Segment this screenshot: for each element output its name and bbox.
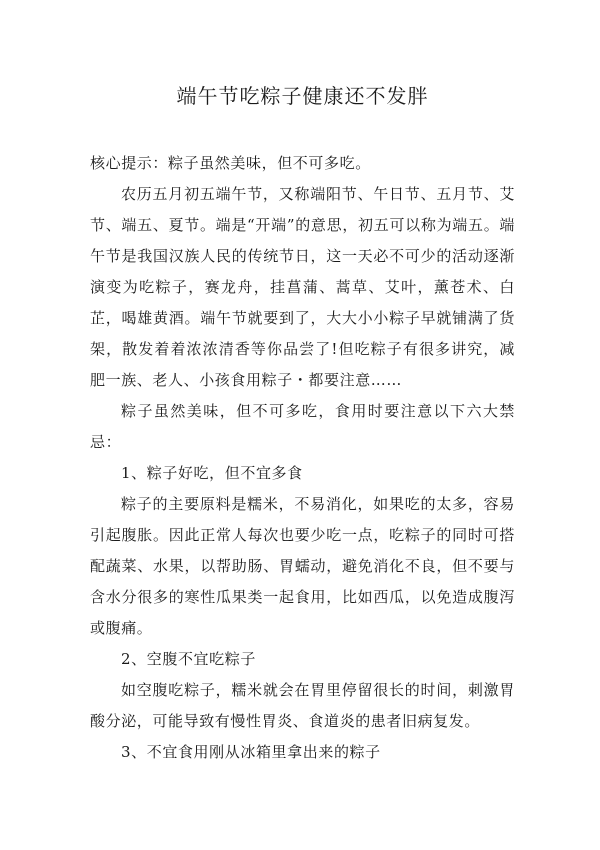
document-title: 端午节吃粽子健康还不发胖 bbox=[176, 84, 429, 108]
section-2-body: 如空腹吃粽子，糯米就会在胃里停留很长的时间，刺激胃酸分泌，可能导致有慢性胃炎、食道炎的患者旧病复发。 bbox=[90, 681, 515, 730]
document-body bbox=[90, 148, 515, 768]
section-3-heading: 3、不宜食用刚从冰箱里拿出来的粽子 bbox=[121, 743, 381, 761]
section-2-heading: 2、空腹不宜吃粽子 bbox=[121, 650, 256, 668]
section-1-heading: 1、粽子好吃，但不宜多食 bbox=[121, 464, 303, 482]
lead-paragraph: 粽子虽然美味，但不可多吃，食用时要注意以下六大禁忌： bbox=[90, 402, 515, 451]
section-1-body: 粽子的主要原料是糯米，不易消化，如果吃的太多，容易引起腹胀。因此正常人每次也要少吃一点，吃粽子的同时可搭配蔬菜、水果，以帮助肠、胃蠕动，避免消化不良，但不要与含水分很多的寒性瓜果类一起食用，比如西瓜，以免造成腹泻或腹痛。 bbox=[90, 495, 515, 637]
intro-paragraph: 农历五月初五端午节，又称端阳节、午日节、五月节、艾节、端五、夏节。端是“开端”的意思，初五可以称为端五。端午节是我国汉族人民的传统节日，这一天必不可少的活动逐渐演变为吃粽子，赛龙舟，挂菖蒲、蒿草、艾叶，薰苍术、白芷，喝雄黄酒。端午节就要到了，大大小小粽子早就铺满了货架，散发着着浓浓清香等你品尝了!但吃粽子有很多讲究，减肥一族、老人、小孩食用粽子・都要注意…… bbox=[90, 185, 515, 389]
core-tip-paragraph: 核心提示：粽子虽然美味，但不可多吃。 bbox=[90, 154, 371, 172]
